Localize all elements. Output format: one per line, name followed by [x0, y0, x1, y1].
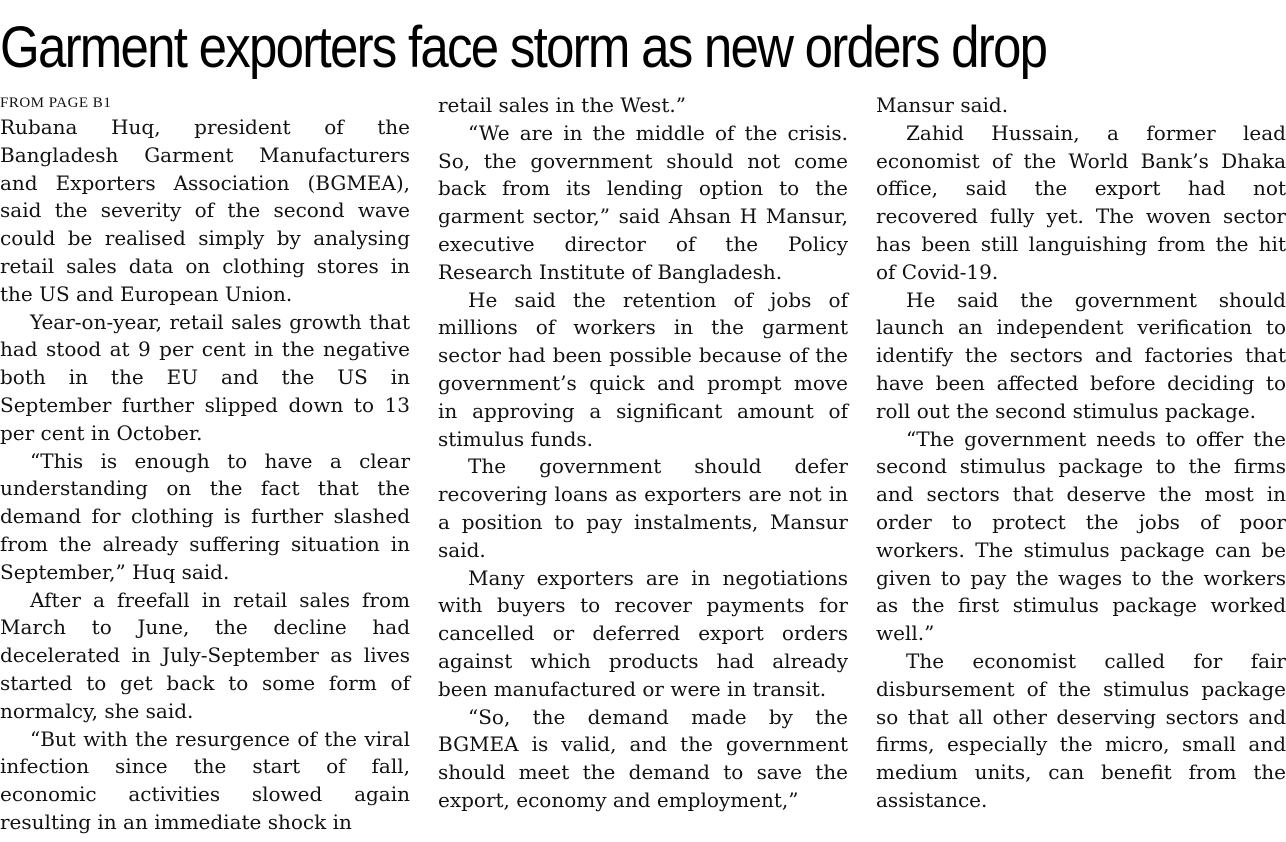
- article-paragraph: “We are in the middle of the crisis. So, the government should not come back from its lending option to the garment sector,” said Ahsan H Mansur, executive director of the Policy Research Institute of Bangladesh.: [438, 120, 848, 284]
- article-column-2: [438, 92, 848, 815]
- article-paragraph: Mansur said.: [876, 93, 1009, 117]
- article-paragraph: retail sales in the West.”: [438, 93, 686, 117]
- article-paragraph: He said the retention of jobs of millions of workers in the garment sector had been possible because of the government’s quick and prompt move in approving a significant amount of stimulus funds.: [438, 287, 848, 451]
- article-paragraph: “But with the resurgence of the viral infection since the start of fall, economic activities slowed again resulting in an immediate shock in: [0, 726, 410, 834]
- continued-from-label: FROM PAGE B1: [0, 95, 112, 111]
- article-paragraph: “This is enough to have a clear understanding on the fact that the demand for clothing is further slashed from the already suffering situation in September,” Huq said.: [0, 448, 410, 584]
- article-paragraph: The economist called for fair disbursement of the stimulus package so that all other deserving sectors and firms, especially the micro, small and medium units, can benefit from the assistance.: [876, 648, 1286, 812]
- headline: Garment exporters face storm as new orders drop: [0, 15, 1047, 80]
- article-paragraph: Rubana Huq, president of the Bangladesh Garment Manufacturers and Exporters Association (BGMEA), said the severity of the second wave could be realised simply by analysing retail sales data on clothing stores in the US and European Union.: [0, 115, 410, 306]
- article-paragraph: After a freefall in retail sales from March to June, the decline had decelerated in July-September as lives started to get back to some form of normalcy, she said.: [0, 587, 410, 723]
- article-column-1: [0, 92, 410, 837]
- article-paragraph: Zahid Hussain, a former lead economist of the World Bank’s Dhaka office, said the export had not recovered fully yet. The woven sector has been still languishing from the hit of Covid-19.: [876, 120, 1286, 284]
- article-paragraph: He said the government should launch an independent verification to identify the sectors and factories that have been affected before deciding to roll out the second stimulus package.: [876, 287, 1286, 423]
- article-paragraph: Year-on-year, retail sales growth that had stood at 9 per cent in the negative both in the EU and the US in September further slipped down to 13 per cent in October.: [0, 309, 410, 445]
- article-paragraph: Many exporters are in negotiations with buyers to recover payments for cancelled or deferred export orders against which products had already been manufactured or were in transit.: [438, 565, 848, 701]
- article-paragraph: The government should defer recovering loans as exporters are not in a position to pay instalments, Mansur said.: [438, 454, 848, 562]
- article-paragraph: “So, the demand made by the BGMEA is valid, and the government should meet the demand to save the export, economy and employment,”: [438, 704, 848, 812]
- article-paragraph: “The government needs to offer the second stimulus package to the firms and sectors that deserve the most in order to protect the jobs of poor workers. The stimulus package can be given to pay the wages to the workers as the first stimulus package worked well.”: [876, 426, 1286, 646]
- article-column-3: [876, 92, 1286, 815]
